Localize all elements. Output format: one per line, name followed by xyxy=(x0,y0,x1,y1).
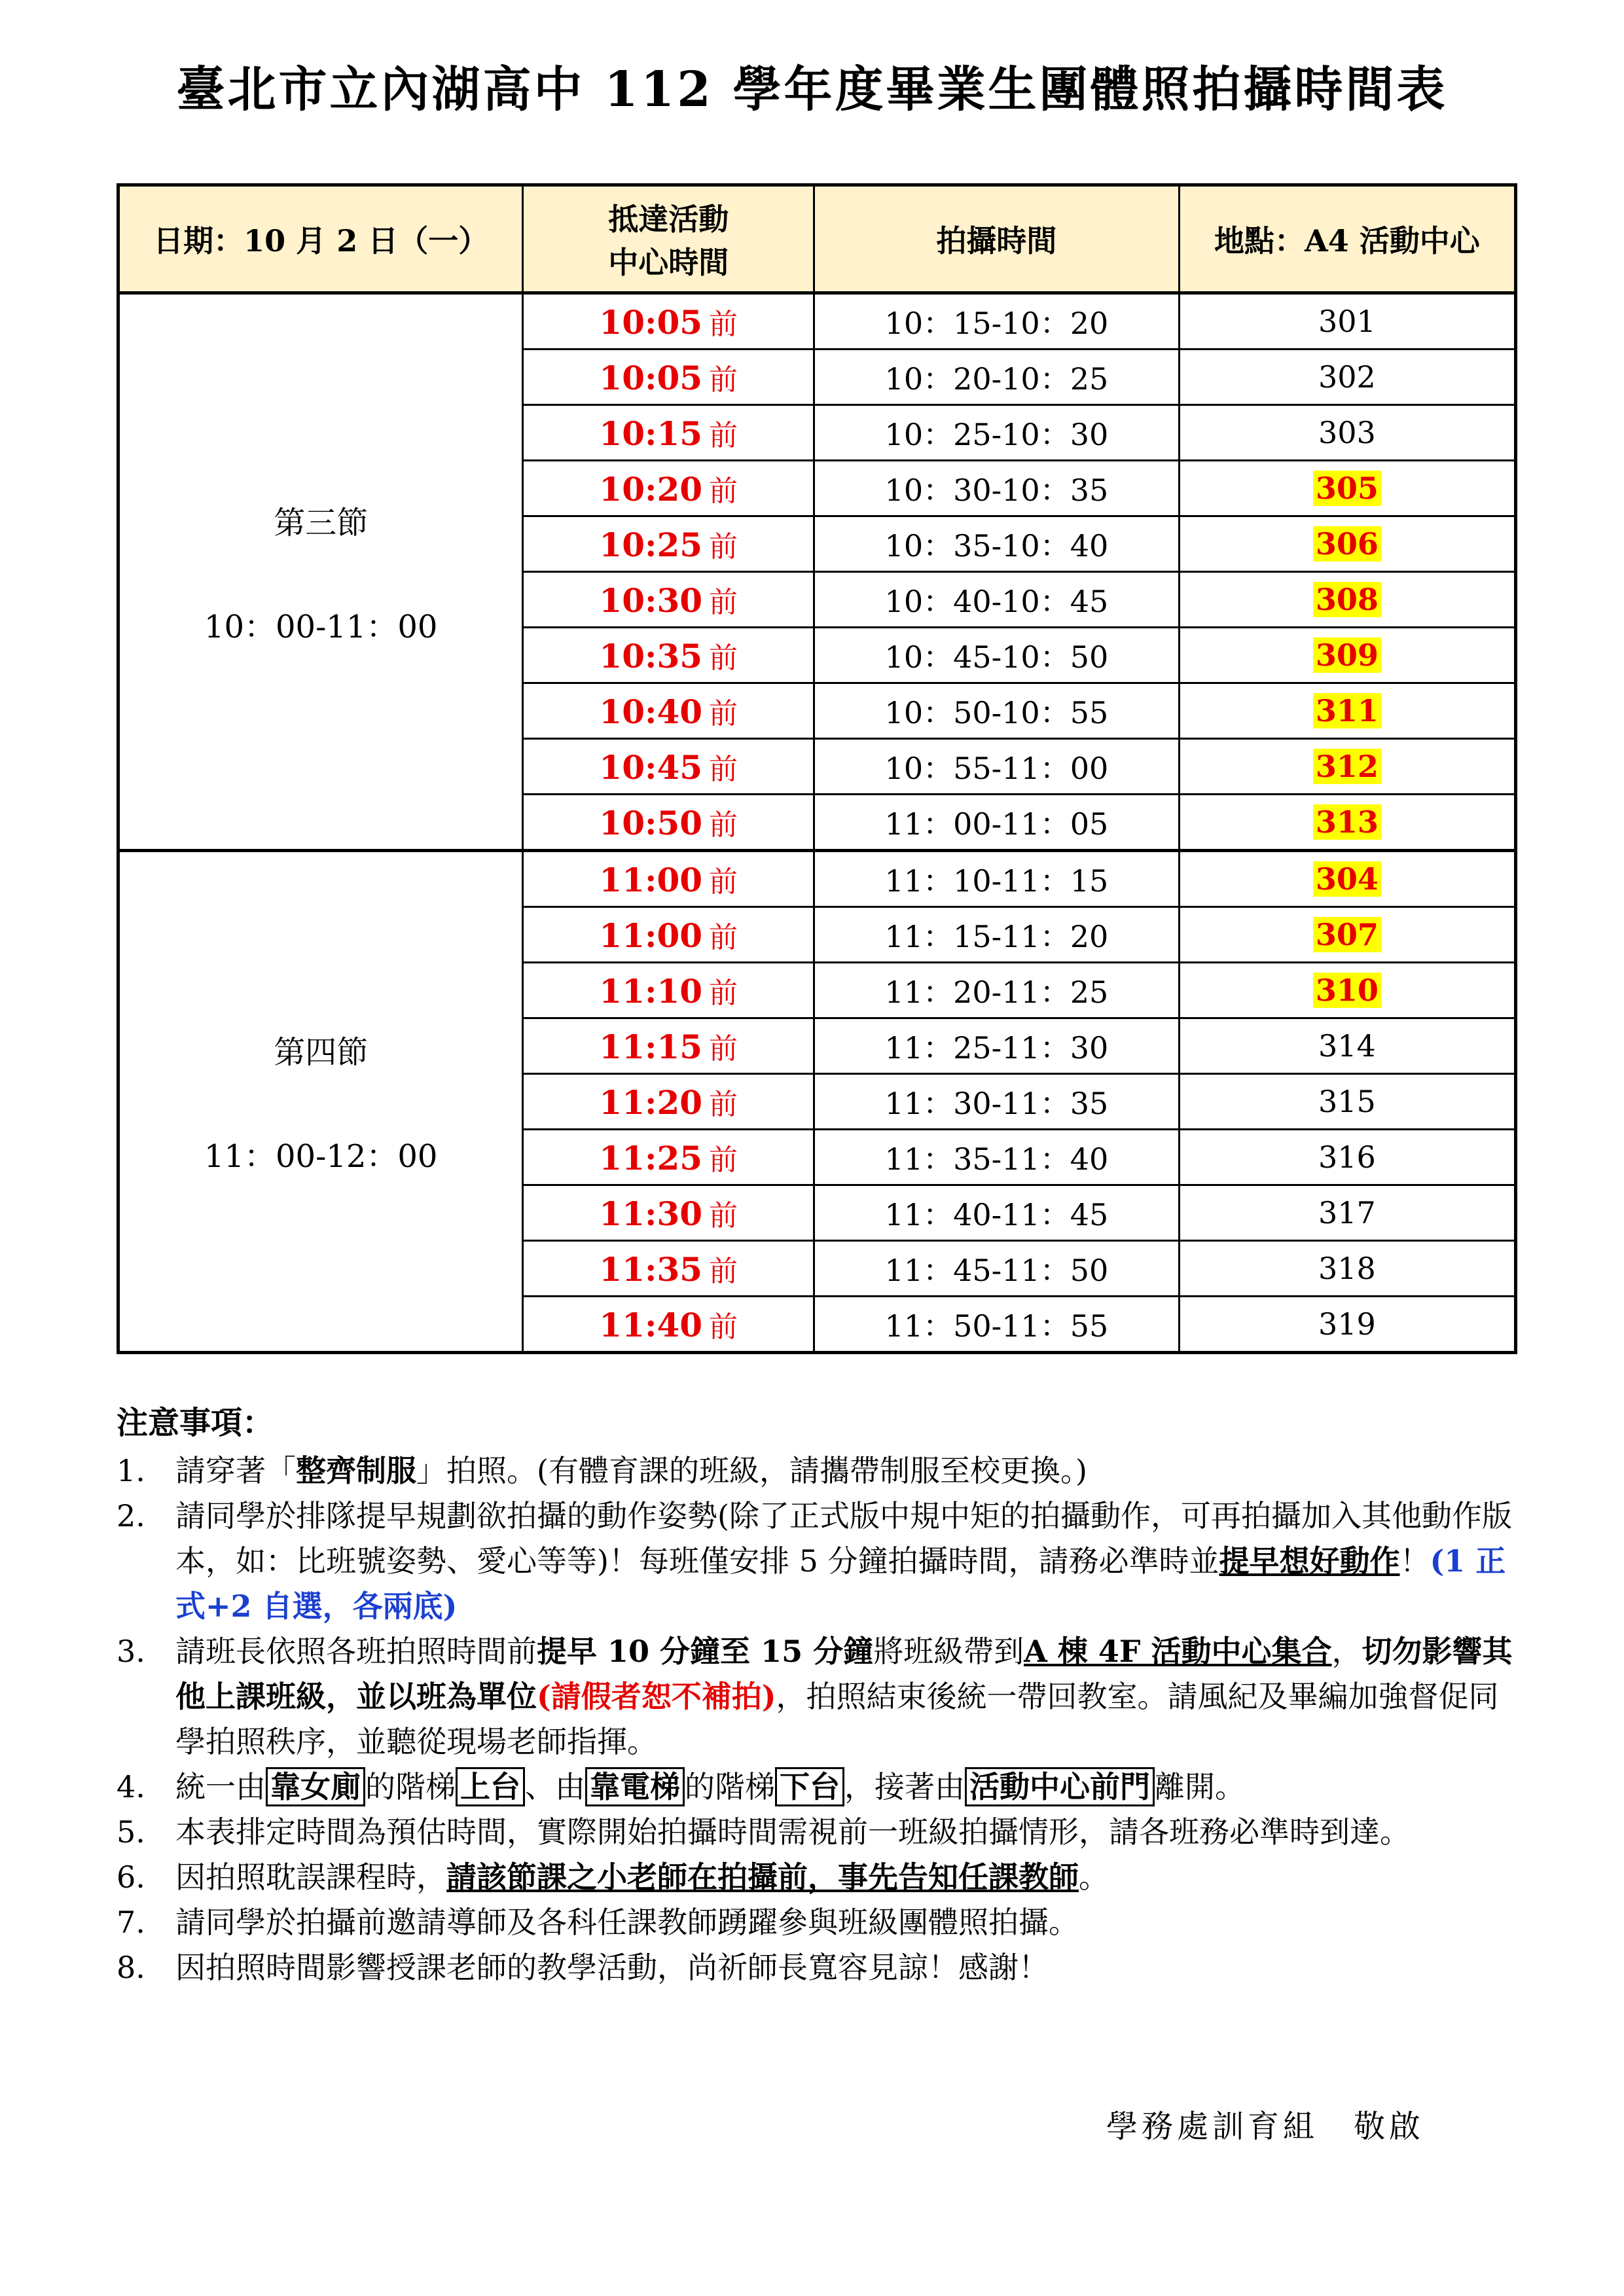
signature: 學務處訓育組 敬啟 xyxy=(1106,2108,1425,2145)
arrival-time-cell xyxy=(523,461,814,516)
shoot-time-cell: 10：25-10：30 xyxy=(814,405,1180,461)
class-number: 303 xyxy=(1318,415,1376,450)
arrival-time-cell xyxy=(523,1018,814,1074)
arrival-time-cell xyxy=(523,350,814,405)
note-number: 3. xyxy=(117,1634,145,1669)
note-item xyxy=(117,1900,1517,1945)
shoot-time-cell: 10：40-10：45 xyxy=(814,572,1180,628)
note-text: 本表排定時間為預估時間，實際開始拍攝時間需視前一班級拍攝情形，請各班務必準時到達。 xyxy=(175,1814,1410,1850)
class-cell xyxy=(1179,907,1515,963)
arrival-time: 11:30 xyxy=(599,1194,703,1233)
shoot-time-cell: 11：30-11：35 xyxy=(814,1074,1180,1130)
table-row xyxy=(118,293,1516,350)
arrival-suffix: 前 xyxy=(709,530,738,564)
shoot-time-cell: 11：15-11：20 xyxy=(814,907,1180,963)
arrival-suffix: 前 xyxy=(709,363,738,397)
header-shoot-time: 拍攝時間 xyxy=(814,185,1180,293)
page-title: 臺北市立內湖高中 112 學年度畢業生團體照拍攝時間表 xyxy=(176,62,1448,118)
note-item xyxy=(117,1945,1517,1990)
header-date: 日期：10 月 2 日（一） xyxy=(118,185,523,293)
arrival-suffix: 前 xyxy=(709,1255,738,1288)
note-text: 因拍照耽誤課程時，請該節課之小老師在拍攝前，事先告知任課教師。 xyxy=(175,1859,1109,1895)
arrival-suffix: 前 xyxy=(709,865,738,899)
class-number: 307 xyxy=(1313,917,1381,952)
shoot-time-cell: 11：00-11：05 xyxy=(814,795,1180,851)
class-number: 308 xyxy=(1313,582,1381,617)
class-number: 313 xyxy=(1313,804,1381,840)
arrival-time: 11:35 xyxy=(599,1250,703,1289)
class-cell xyxy=(1179,963,1515,1018)
period-name: 第四節 xyxy=(274,1034,369,1071)
class-number: 319 xyxy=(1318,1306,1376,1342)
class-cell xyxy=(1179,350,1515,405)
arrival-time: 11:00 xyxy=(599,861,703,899)
period-cell xyxy=(118,851,523,1353)
header-location: 地點：A4 活動中心 xyxy=(1179,185,1515,293)
class-number: 302 xyxy=(1318,359,1376,395)
class-number: 317 xyxy=(1318,1195,1376,1230)
arrival-suffix: 前 xyxy=(709,1143,738,1177)
period-time: 10：00-11：00 xyxy=(204,608,438,645)
note-item xyxy=(117,1494,1517,1629)
arrival-time-cell xyxy=(523,516,814,572)
note-number: 2. xyxy=(117,1498,145,1534)
class-number: 316 xyxy=(1318,1139,1376,1175)
period-cell xyxy=(118,293,523,851)
arrival-time-cell xyxy=(523,1185,814,1241)
note-text: 請同學於排隊提早規劃欲拍攝的動作姿勢(除了正式版中規中矩的拍攝動作，可再拍攝加入其他動作版本，如：比班號姿勢、愛心等等)！每班僅安排 5 分鐘拍攝時間，請務必準時並提早想好動作！(1 正式+2 自選，各兩底) xyxy=(175,1498,1512,1624)
shoot-time-cell: 10：15-10：20 xyxy=(814,293,1180,350)
notes-title: 注意事項： xyxy=(117,1405,274,1441)
arrival-time: 10:05 xyxy=(599,303,703,342)
arrival-suffix: 前 xyxy=(709,641,738,675)
arrival-time: 10:05 xyxy=(599,359,703,397)
class-number: 305 xyxy=(1313,471,1381,506)
note-number: 6. xyxy=(117,1859,145,1895)
arrival-time: 11:20 xyxy=(599,1083,703,1122)
note-item xyxy=(117,1629,1517,1765)
arrival-suffix: 前 xyxy=(709,921,738,954)
class-number: 310 xyxy=(1313,973,1381,1008)
class-number: 312 xyxy=(1313,749,1381,784)
shoot-time-cell: 11：45-11：50 xyxy=(814,1241,1180,1297)
class-number: 318 xyxy=(1318,1251,1376,1286)
arrival-time-cell xyxy=(523,1241,814,1297)
arrival-suffix: 前 xyxy=(709,1310,738,1344)
note-text: 統一由 靠女廁 的階梯 上台 、由 靠電梯 的階梯 下台 ，接著由 活動中心前門 離開。 xyxy=(175,1765,1517,1810)
note-item xyxy=(117,1765,1517,1810)
note-item xyxy=(117,1448,1517,1494)
arrival-time: 11:00 xyxy=(599,916,703,955)
arrival-suffix: 前 xyxy=(709,753,738,786)
class-cell xyxy=(1179,293,1515,350)
class-cell xyxy=(1179,851,1515,907)
shoot-time-cell: 10：55-11：00 xyxy=(814,739,1180,795)
note-text: 因拍照時間影響授課老師的教學活動，尚祈師長寬容見諒！感謝！ xyxy=(175,1950,1049,1985)
arrival-time-cell xyxy=(523,795,814,851)
class-number: 314 xyxy=(1318,1028,1376,1064)
note-number: 1. xyxy=(117,1453,145,1488)
period-name: 第三節 xyxy=(274,504,369,541)
class-number: 311 xyxy=(1313,693,1381,728)
arrival-time-cell xyxy=(523,628,814,683)
arrival-suffix: 前 xyxy=(709,808,738,842)
arrival-suffix: 前 xyxy=(709,977,738,1010)
arrival-time: 11:25 xyxy=(599,1139,703,1177)
class-cell xyxy=(1179,405,1515,461)
arrival-time-cell xyxy=(523,739,814,795)
class-number: 306 xyxy=(1313,526,1381,562)
shoot-time-cell: 11：40-11：45 xyxy=(814,1185,1180,1241)
shoot-time-cell: 10：45-10：50 xyxy=(814,628,1180,683)
class-cell xyxy=(1179,1185,1515,1241)
shoot-time-cell: 11：10-11：15 xyxy=(814,851,1180,907)
arrival-time: 10:50 xyxy=(599,804,703,842)
arrival-suffix: 前 xyxy=(709,475,738,508)
note-number: 5. xyxy=(117,1814,145,1850)
arrival-suffix: 前 xyxy=(709,419,738,452)
arrival-suffix: 前 xyxy=(709,586,738,619)
arrival-time: 11:15 xyxy=(599,1028,703,1066)
header-arrival-line2: 中心時間 xyxy=(608,245,729,280)
note-text: 請穿著「整齊制服」拍照。(有體育課的班級，請攜帶制服至校更換。) xyxy=(175,1453,1087,1488)
class-cell xyxy=(1179,1130,1515,1185)
arrival-time-cell xyxy=(523,851,814,907)
class-cell xyxy=(1179,516,1515,572)
arrival-suffix: 前 xyxy=(709,308,738,341)
arrival-suffix: 前 xyxy=(709,1088,738,1121)
class-cell xyxy=(1179,1018,1515,1074)
shoot-time-cell: 11：50-11：55 xyxy=(814,1297,1180,1353)
arrival-suffix: 前 xyxy=(709,697,738,730)
header-arrival xyxy=(523,185,814,293)
arrival-time: 10:45 xyxy=(599,748,703,787)
arrival-time-cell xyxy=(523,405,814,461)
class-cell xyxy=(1179,739,1515,795)
class-cell xyxy=(1179,572,1515,628)
arrival-suffix: 前 xyxy=(709,1199,738,1232)
notes-section xyxy=(117,1401,1517,1990)
note-item xyxy=(117,1810,1517,1855)
arrival-time: 10:30 xyxy=(599,581,703,620)
shoot-time-cell: 11：20-11：25 xyxy=(814,963,1180,1018)
class-cell xyxy=(1179,795,1515,851)
arrival-time-cell xyxy=(523,907,814,963)
arrival-suffix: 前 xyxy=(709,1032,738,1066)
class-number: 309 xyxy=(1313,637,1381,673)
arrival-time-cell xyxy=(523,572,814,628)
class-cell xyxy=(1179,1074,1515,1130)
header-arrival-line1: 抵達活動 xyxy=(608,202,729,237)
note-text: 請同學於拍攝前邀請導師及各科任課教師踴躍參與班級團體照拍攝。 xyxy=(175,1905,1079,1940)
shoot-time-cell: 10：50-10：55 xyxy=(814,683,1180,739)
arrival-time-cell xyxy=(523,963,814,1018)
class-cell xyxy=(1179,461,1515,516)
period-time: 11：00-12：00 xyxy=(204,1138,438,1175)
note-text: 請班長依照各班拍照時間前提早 10 分鐘至 15 分鐘將班級帶到A 棟 4F 活動中心集合，切勿影響其他上課班級，並以班為單位(請假者恕不補拍)，拍照結束後統一帶回教室。請風紀及畢編加強督促同學拍照秩序，並聽從現場老師指揮。 xyxy=(175,1634,1513,1759)
shoot-time-cell: 10：30-10：35 xyxy=(814,461,1180,516)
shoot-time-cell: 11：25-11：30 xyxy=(814,1018,1180,1074)
arrival-time: 11:40 xyxy=(599,1306,703,1344)
arrival-time: 10:25 xyxy=(599,526,703,564)
arrival-time: 10:40 xyxy=(599,692,703,731)
schedule-table xyxy=(117,183,1517,1354)
class-number: 301 xyxy=(1318,304,1376,339)
shoot-time-cell: 11：35-11：40 xyxy=(814,1130,1180,1185)
table-row xyxy=(118,851,1516,907)
note-number: 4. xyxy=(117,1769,145,1804)
class-cell xyxy=(1179,683,1515,739)
arrival-time-cell xyxy=(523,1074,814,1130)
class-cell xyxy=(1179,628,1515,683)
arrival-time-cell xyxy=(523,293,814,350)
class-number: 304 xyxy=(1313,861,1381,897)
arrival-time-cell xyxy=(523,683,814,739)
arrival-time-cell xyxy=(523,1297,814,1353)
shoot-time-cell: 10：35-10：40 xyxy=(814,516,1180,572)
arrival-time: 10:15 xyxy=(599,414,703,453)
arrival-time: 10:35 xyxy=(599,637,703,675)
arrival-time-cell xyxy=(523,1130,814,1185)
table-header-row xyxy=(118,185,1516,293)
arrival-time: 11:10 xyxy=(599,972,703,1011)
note-item xyxy=(117,1855,1517,1900)
class-cell xyxy=(1179,1241,1515,1297)
class-cell xyxy=(1179,1297,1515,1353)
note-number: 7. xyxy=(117,1905,145,1940)
arrival-time: 10:20 xyxy=(599,470,703,509)
shoot-time-cell: 10：20-10：25 xyxy=(814,350,1180,405)
note-number: 8. xyxy=(117,1950,145,1985)
class-number: 315 xyxy=(1318,1084,1376,1119)
